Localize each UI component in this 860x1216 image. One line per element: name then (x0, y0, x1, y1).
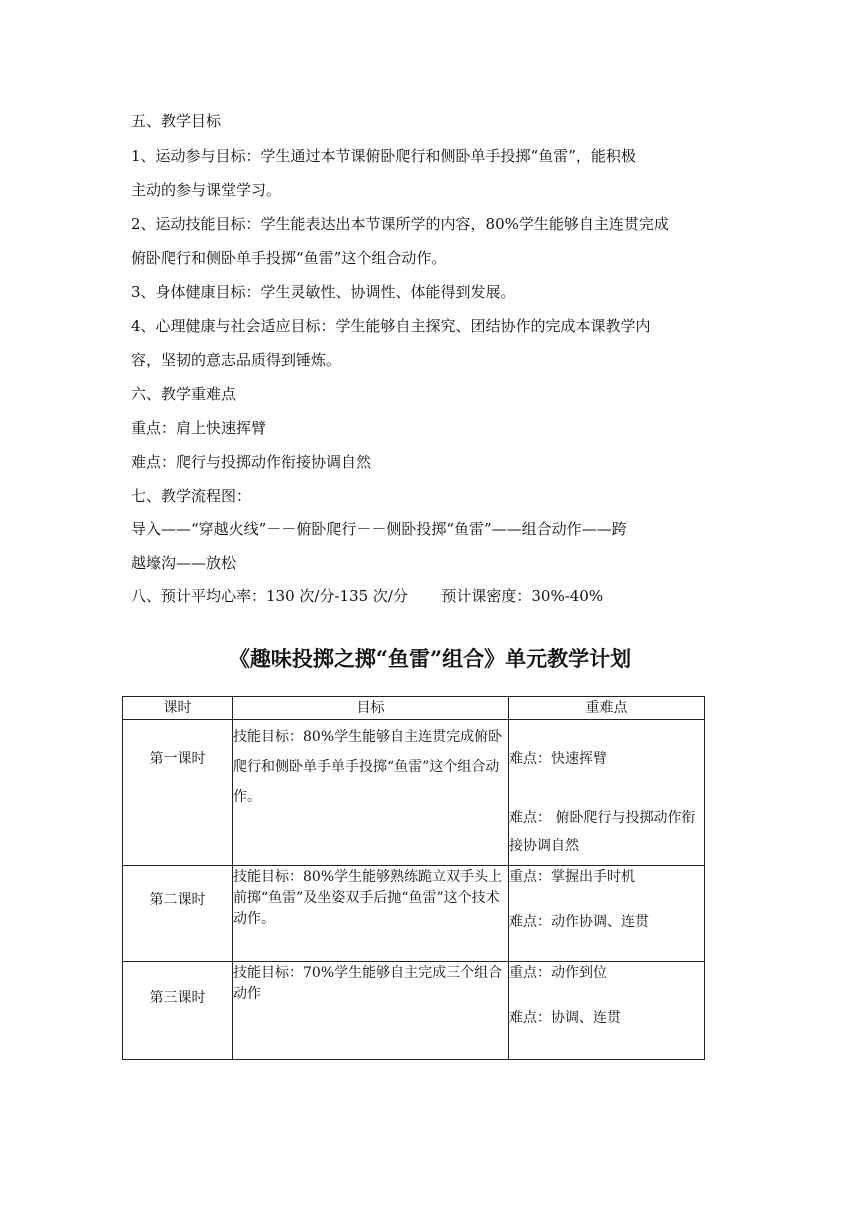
period-cell (123, 962, 233, 1060)
period-cell (123, 866, 233, 962)
unit-plan-table (122, 696, 705, 1060)
header-goal: 目标 (233, 697, 509, 720)
goal-3-text: 3、身体健康目标：学生灵敏性、协调性、体能得到发展。 (131, 283, 516, 301)
key-points-cell (509, 866, 705, 962)
header-period: 课时 (123, 697, 233, 720)
goal-1-text-line-2: 主动的参与课堂学习。 (131, 181, 282, 199)
goal-cell (233, 720, 509, 866)
goal-4-text-line-1: 4、心理健康与社会适应目标：学生能够自主探究、团结协作的完成本课教学内 (131, 317, 651, 335)
section-heading-key-points: 六、教学重难点 (131, 385, 237, 403)
table-row (123, 962, 705, 1060)
table-header-row (123, 697, 705, 720)
period-label: 第二课时 (149, 892, 206, 908)
key-point-text: 重点：肩上快速挥臂 (131, 419, 267, 437)
section-heading-flow-chart: 七、教学流程图： (131, 487, 252, 505)
key-point-item: 难点：协调、连贯 (509, 1010, 621, 1026)
key-point-item: 重点：掌握出手时机 (509, 869, 635, 885)
key-point-item: 难点：动作协调、连贯 (509, 914, 649, 930)
goal-2-text-line-2: 俯卧爬行和侧卧单手投掷“鱼雷”这个组合动作。 (131, 249, 447, 267)
table-row (123, 866, 705, 962)
key-point-item: 重点：动作到位 (509, 965, 607, 981)
period-label: 第一课时 (149, 751, 206, 767)
goal-text: 技能目标：70%学生能够自主完成三个组合动作 (233, 965, 503, 1002)
goal-4-text-line-2: 容，坚韧的意志品质得到锤炼。 (131, 351, 342, 369)
flow-text-line-2: 越壕沟——放松 (131, 554, 237, 572)
key-points-cell (509, 720, 705, 866)
key-points-cell (509, 962, 705, 1060)
goal-1-text-line-1: 1、运动参与目标：学生通过本节课俯卧爬行和侧卧单手投掷“鱼雷”，能积极 (131, 147, 636, 165)
goal-cell (233, 962, 509, 1060)
goal-cell (233, 866, 509, 962)
key-point-item: 难点：快速挥臂 (509, 751, 607, 767)
key-point-item: 难点： 俯卧爬行与投掷动作衔接协调自然 (509, 810, 696, 854)
unit-plan-title: 《趣味投掷之掷“鱼雷”组合》单元教学计划 (228, 646, 632, 671)
period-cell (123, 720, 233, 866)
goal-text: 技能目标：80%学生能够自主连贯完成俯卧爬行和侧卧单手单手投掷“鱼雷”这个组合动作。 (233, 729, 503, 805)
goal-text: 技能目标：80%学生能够熟练跪立双手头上前掷“鱼雷”及坐姿双手后抛“鱼雷”这个技术动作。 (233, 869, 503, 927)
goal-2-text-line-1: 2、运动技能目标：学生能表达出本节课所学的内容，80%学生能够自主连贯完成 (131, 215, 669, 233)
difficult-point-text: 难点：爬行与投掷动作衔接协调自然 (131, 453, 372, 471)
section-heading-teaching-goals: 五、教学目标 (131, 112, 222, 130)
flow-text-line-1: 导入——“穿越火线”－－俯卧爬行－－侧卧投掷“鱼雷”——组合动作——跨 (131, 520, 627, 538)
period-label: 第三课时 (149, 990, 206, 1006)
table-row (123, 720, 705, 866)
heart-rate-density-text: 八、预计平均心率：130 次/分-135 次/分 预计课密度：30%-40% (131, 587, 604, 605)
header-key-points: 重难点 (509, 697, 705, 720)
